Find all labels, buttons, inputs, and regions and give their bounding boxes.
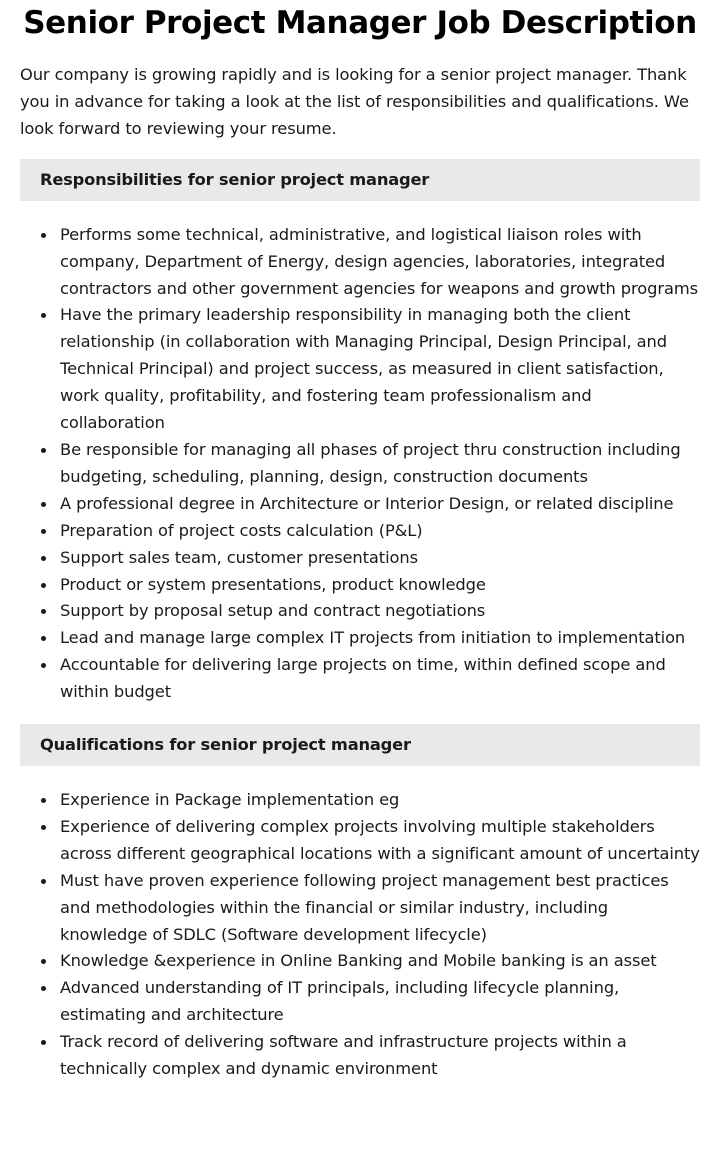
list-item — [60, 518, 700, 545]
list-item — [60, 437, 700, 491]
list-item-text: Have the primary leadership responsibility in managing both the client relationship (in collaboration with Managing Principal, Design Principal, and Technical Principal) and project success, as measured in client satisfaction, work quality, profitability, and fostering team professionalism and collaboration — [60, 305, 668, 433]
bullet-icon — [41, 529, 46, 534]
bullet-icon — [41, 233, 46, 238]
qualifications-list — [20, 787, 700, 1083]
intro-paragraph: Our company is growing rapidly and is looking for a senior project manager. Thank you in advance for taking a look at the list of responsibilities and qualifications. We look forward to reviewing your resume. — [20, 65, 689, 138]
page-title: Senior Project Manager Job Description — [23, 5, 697, 41]
responsibilities-list — [20, 222, 700, 706]
list-item-text: Track record of delivering software and infrastructure projects within a technically complex and dynamic environment — [60, 1032, 627, 1079]
list-item-text: Support by proposal setup and contract negotiations — [60, 601, 486, 621]
list-item — [60, 787, 700, 814]
list-item — [60, 302, 700, 437]
bullet-icon — [41, 313, 46, 318]
bullet-icon — [41, 1040, 46, 1045]
list-item — [60, 598, 700, 625]
list-item — [60, 545, 700, 572]
list-item-text: Lead and manage large complex IT projects from initiation to implementation — [60, 628, 686, 648]
list-item-text: Experience in Package implementation eg — [60, 790, 400, 810]
list-item-text: Must have proven experience following project management best practices and methodologies within the financial or similar industry, including knowledge of SDLC (Software development lifecycle) — [60, 870, 669, 944]
bullet-icon — [41, 556, 46, 561]
list-item-text: Knowledge &experience in Online Banking and Mobile banking is an asset — [60, 951, 657, 971]
list-item-text: Support sales team, customer presentations — [60, 547, 418, 567]
list-item — [60, 652, 700, 706]
bullet-icon — [41, 986, 46, 991]
list-item-text: Advanced understanding of IT principals, including lifecycle planning, estimating and architecture — [60, 978, 620, 1025]
list-item — [60, 491, 700, 518]
list-item-text: Product or system presentations, product knowledge — [60, 574, 486, 594]
bullet-icon — [41, 636, 46, 641]
bullet-icon — [41, 663, 46, 668]
qualifications-heading: Qualifications for senior project manager — [20, 724, 700, 766]
bullet-icon — [41, 959, 46, 964]
bullet-icon — [41, 825, 46, 830]
list-item-text: Be responsible for managing all phases of project thru construction including budgeting, scheduling, planning, design, construction documents — [60, 439, 681, 486]
list-item — [60, 625, 700, 652]
bullet-icon — [41, 609, 46, 614]
list-item-text: Preparation of project costs calculation (P&L) — [60, 520, 423, 540]
list-item-text: Experience of delivering complex projects involving multiple stakeholders across different geographical locations with a significant amount of uncertainty — [60, 816, 700, 863]
list-item-text: A professional degree in Architecture or Interior Design, or related discipline — [60, 493, 674, 513]
list-item — [60, 948, 700, 975]
list-item — [60, 975, 700, 1029]
list-item-text: Accountable for delivering large projects on time, within defined scope and within budget — [60, 655, 666, 702]
bullet-icon — [41, 502, 46, 507]
list-item — [60, 1029, 700, 1083]
list-item-text: Performs some technical, administrative, and logistical liaison roles with company, Department of Energy, design agencies, laboratories, integrated contractors and other government agencies for weapons and growth programs — [60, 224, 698, 298]
list-item — [60, 814, 700, 868]
list-item — [60, 222, 700, 303]
bullet-icon — [41, 798, 46, 803]
list-item — [60, 572, 700, 599]
bullet-icon — [41, 448, 46, 453]
bullet-icon — [41, 583, 46, 588]
responsibilities-heading: Responsibilities for senior project manager — [20, 159, 700, 201]
list-item — [60, 868, 700, 949]
bullet-icon — [41, 879, 46, 884]
